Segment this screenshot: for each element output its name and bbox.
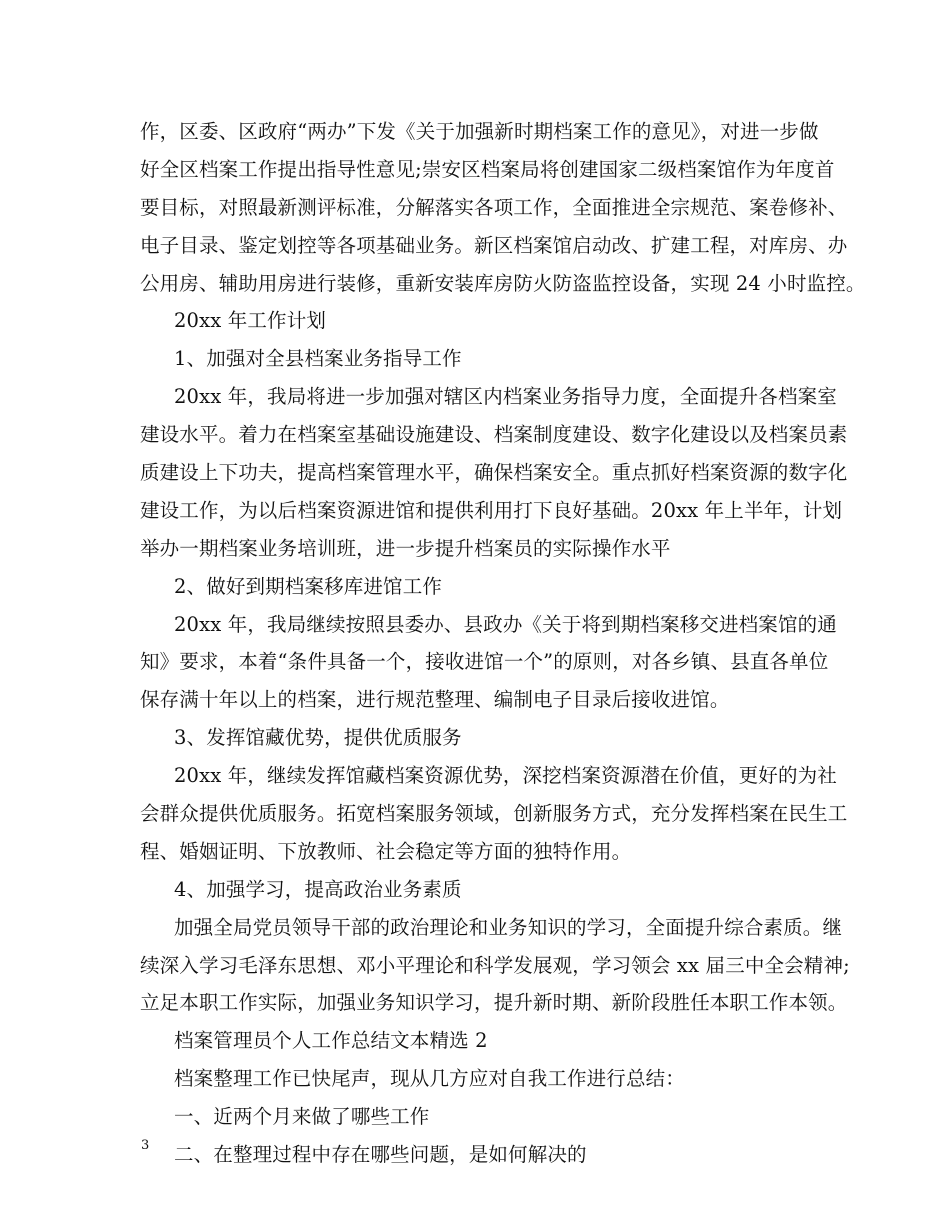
page-number: 3 bbox=[141, 1138, 150, 1153]
text-line: 立足本职工作实际，加强业务知识学习，提升新时期、新阶段胜任本职工作本领。 bbox=[140, 991, 848, 1015]
text-line: 20xx 年，我局继续按照县委办、县政办《关于将到期档案移交进档案馆的通 bbox=[174, 612, 837, 636]
text-line: 建设水平。着力在档案室基础设施建设、档案制度建设、数字化建设以及档案员素 bbox=[140, 423, 848, 447]
text-line: 要目标，对照最新测评标准，分解落实各项工作，全面推进全宗规范、案卷修补、 bbox=[140, 195, 848, 219]
text-line: 好全区档案工作提出指导性意见;崇安区档案局将创建国家二级档案馆作为年度首 bbox=[140, 157, 835, 181]
text-line: 加强全局党员领导干部的政治理论和业务知识的学习，全面提升综合素质。继 bbox=[174, 915, 843, 939]
text-line: 档案管理员个人工作总结文本精选 2 bbox=[174, 1029, 488, 1053]
text-line: 二、在整理过程中存在哪些问题，是如何解决的 bbox=[174, 1143, 587, 1167]
text-line: 作，区委、区政府“两办”下发《关于加强新时期档案工作的意见》，对进一步做 bbox=[140, 120, 819, 143]
text-line: 2、做好到期档案移库进馆工作 bbox=[174, 574, 443, 598]
text-line: 建设工作，为以后档案资源进馆和提供利用打下良好基础。20xx 年上半年，计划 bbox=[140, 498, 843, 522]
text-line: 1、加强对全县档案业务指导工作 bbox=[174, 347, 462, 371]
text-line: 会群众提供优质服务。拓宽档案服务领域，创新服务方式，充分发挥档案在民生工 bbox=[140, 802, 848, 826]
text-line: 档案整理工作已快尾声，现从几方应对自我工作进行总结： bbox=[174, 1067, 685, 1091]
text-line: 质建设上下功夫，提高档案管理水平，确保档案安全。重点抓好档案资源的数字化 bbox=[140, 461, 848, 485]
text-line: 20xx 年，继续发挥馆藏档案资源优势，深挖档案资源潜在价值，更好的为社 bbox=[174, 764, 837, 788]
text-line: 举办一期档案业务培训班，进一步提升档案员的实际操作水平 bbox=[140, 536, 671, 560]
document-body bbox=[140, 113, 866, 1174]
text-line: 一、近两个月来做了哪些工作 bbox=[174, 1105, 430, 1129]
text-line: 20xx 年工作计划 bbox=[174, 309, 327, 333]
text-line: 续深入学习毛泽东思想、邓小平理论和科学发展观，学习领会 xx 届三中全会精神; bbox=[140, 953, 850, 977]
text-line: 公用房、辅助用房进行装修，重新安装库房防火防盗监控设备，实现 24 小时监控。 bbox=[140, 271, 866, 295]
text-line: 3、发挥馆藏优势，提供优质服务 bbox=[174, 726, 462, 750]
text-line: 20xx 年，我局将进一步加强对辖区内档案业务指导力度，全面提升各档案室 bbox=[174, 385, 837, 409]
text-line: 保存满十年以上的档案，进行规范整理、编制电子目录后接收进馆。 bbox=[140, 688, 730, 712]
text-line: 4、加强学习，提高政治业务素质 bbox=[174, 877, 462, 901]
text-line: 程、婚姻证明、下放教师、社会稳定等方面的独特作用。 bbox=[140, 839, 632, 863]
text-line: 知》要求，本着“条件具备一个，接收进馆一个”的原则，对各乡镇、县直各单位 bbox=[140, 650, 829, 674]
text-line: 电子目录、鉴定划控等各项基础业务。新区档案馆启动改、扩建工程，对库房、办 bbox=[140, 233, 848, 257]
